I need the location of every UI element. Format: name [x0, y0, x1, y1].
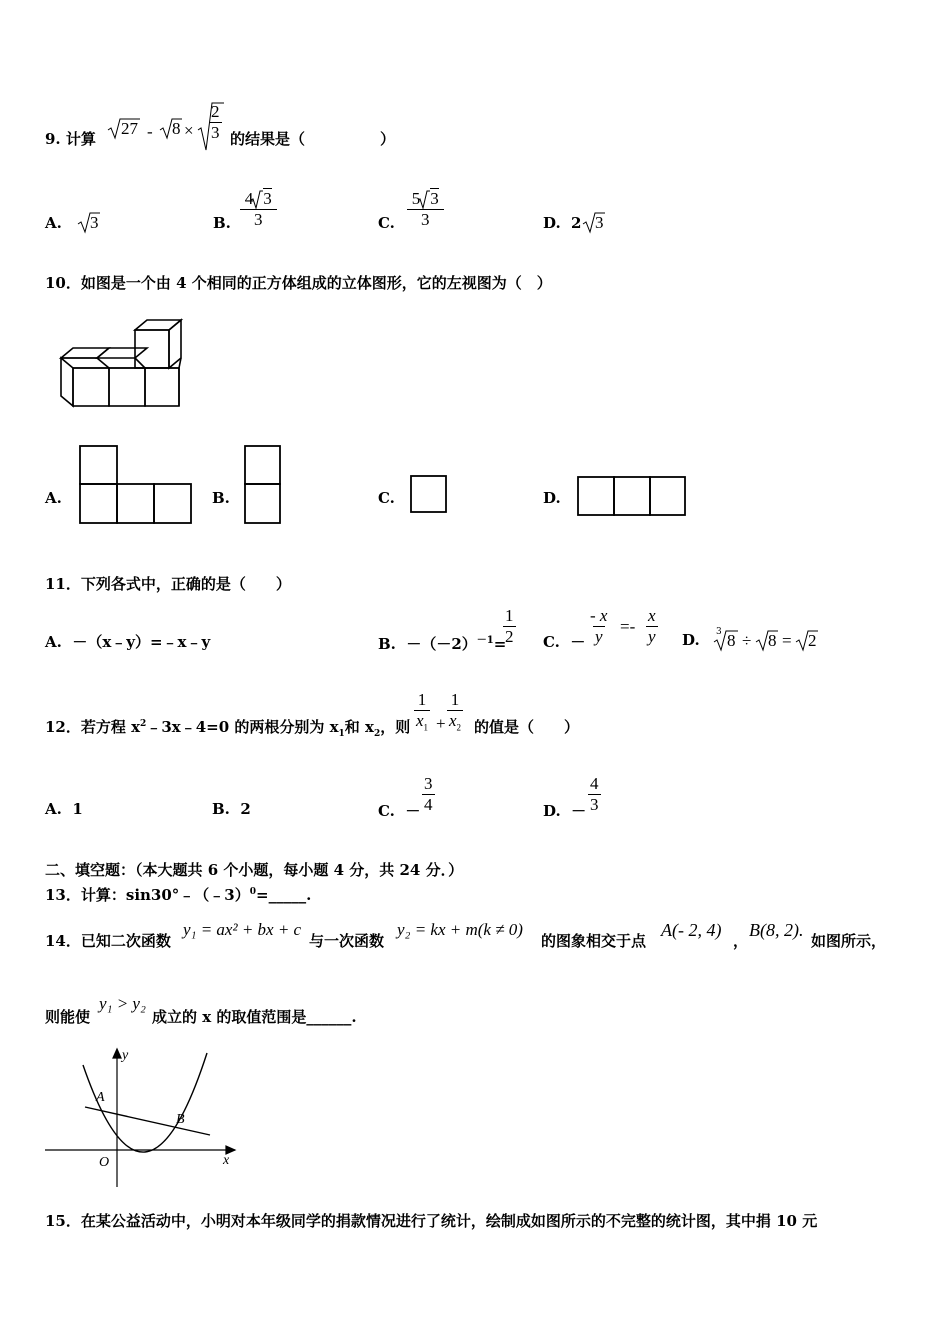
q11-option-b-fraction: $\frac{1}{2}$ [505, 606, 514, 646]
q14-prefix: 14．已知二次函数 [45, 932, 171, 950]
q14-line2-suffix: 成立的 x 的取值范围是______. [152, 1008, 357, 1026]
q11-option-a[interactable]: A. －（x﹣y）=﹣x﹣y [45, 633, 211, 651]
q14-linear-function: y₂ = kx + m(k ≠ 0) [397, 920, 523, 939]
q11-option-b[interactable]: B. $-(-2)^{-1}=$ [378, 635, 507, 653]
q10-option-a-label[interactable]: A. [45, 489, 62, 507]
q14-line2-prefix: 则能使 [45, 1008, 91, 1026]
q14-suffix: 如图所示， [811, 932, 887, 950]
q11-option-d-radicand3: 2 [808, 631, 817, 650]
q11-stem: 11．下列各式中，正确的是（ ） [45, 575, 291, 593]
q11-option-d-index: 3 [716, 627, 722, 637]
q14-point-a: A(- 2, 4) [661, 920, 722, 940]
q9-suffix: 的结果是（ ） [230, 130, 396, 148]
q14-mid2: 的图象相交于点 [541, 932, 647, 950]
q10-stem: 10．如图是一个由 4 个相同的正方体组成的立体图形，它的左视图为（ ） [45, 274, 552, 292]
q14-condition: y₁ > y₂ [99, 994, 146, 1013]
q12-option-a[interactable]: A. 1 [45, 800, 83, 818]
q12-option-b[interactable]: B. 2 [212, 800, 251, 818]
q12-option-d-fraction: $\frac{4}{3}$ [590, 774, 599, 814]
q9-option-d-coef: 2 [571, 214, 582, 232]
q9-option-a-label[interactable]: A. [45, 214, 62, 232]
q14-comma: ， [733, 932, 749, 950]
q11-option-c-equals: =- [620, 617, 636, 636]
q9-option-a-value: 3 [90, 213, 99, 232]
q11-option-c[interactable]: C. － [543, 633, 586, 651]
q14-graph-y-label: y [122, 1048, 129, 1063]
q14-point-b: B(8, 2). [749, 920, 804, 940]
q9-option-c-label[interactable]: C. [378, 214, 395, 232]
q10-option-d-label[interactable]: D. [543, 489, 561, 507]
q9-option-b-sqrt [251, 190, 263, 210]
q9-option-b-label[interactable]: B. [213, 214, 231, 232]
q12-option-c-fraction: $\frac{3}{4}$ [424, 774, 433, 814]
q10-solid-figure [55, 318, 185, 410]
q14-graph-x-label: x [223, 1153, 230, 1168]
q12-fraction-2: $\frac{1}{x_2}$ [447, 690, 463, 737]
q14-graph-b-label: B [176, 1112, 185, 1127]
q9-option-b-fraction: $\frac{4 3}{3}$ [240, 189, 277, 230]
q11-option-c-fraction-right: $\frac{x}{y}$ [648, 606, 656, 646]
q12-fraction-1: $\frac{1}{x_1}$ [414, 690, 430, 737]
q12-suffix: 的值是（ ） [474, 718, 580, 736]
q12-option-d[interactable]: D. － [543, 802, 587, 820]
q13-stem: 13．计算：sin30°﹣（﹣3）$^0$=_____. [45, 886, 312, 904]
q14-graph-origin-label: O [99, 1155, 110, 1170]
q9-option-c-sqrt [418, 190, 430, 210]
q12-plus: + [436, 714, 446, 733]
q10-option-b-label[interactable]: B. [212, 489, 230, 507]
q9-option-d-value: 3 [595, 213, 604, 232]
section-title: 二、填空题：（本大题共 6 个小题，每小题 4 分，共 24 分．） [45, 861, 464, 879]
q11-option-d-label[interactable]: D. [682, 631, 700, 649]
q14-mid: 与一次函数 [309, 932, 385, 950]
q15-stem: 15．在某公益活动中，小明对本年级同学的捐款情况进行了统计，绘制成如图所示的不完整的统计图，其中捐 10 元 [45, 1212, 818, 1230]
q10-option-d-figure[interactable] [577, 476, 687, 518]
q14-quadratic-function: y₁ = ax² + bx + c [183, 920, 302, 939]
q10-option-a-figure[interactable] [79, 445, 193, 525]
q12-stem: 12．若方程 $x^2﹣3x﹣4=0$ 的两根分别为 $x_1$和 $x_2$，则 [45, 718, 411, 739]
q9-option-d-label[interactable]: D. [543, 214, 561, 232]
q9-times: × [184, 121, 194, 140]
q11-option-d-radicand1: 8 [727, 631, 736, 650]
q11-option-d-radicand2: 8 [768, 631, 777, 650]
q9-radicand-a: 27 [121, 119, 138, 138]
q11-option-d-equals: = [782, 631, 792, 650]
q9-option-c-fraction: $\frac{5 3}{3}$ [407, 189, 444, 230]
q9-radicand-b: 8 [172, 119, 181, 138]
q11-option-d-divide: ÷ [742, 631, 752, 650]
q14-graph [45, 1045, 245, 1191]
q9-stem: 9. 计算 [45, 130, 96, 148]
q14-graph-a-label: A [96, 1090, 105, 1105]
q9-minus: - [147, 122, 153, 141]
q11-option-c-fraction-left: $\frac{- x}{y}$ [590, 606, 608, 646]
q12-option-c[interactable]: C. － [378, 802, 421, 820]
q9-fraction: $\frac{2}{3}$ [211, 102, 220, 142]
q10-option-b-figure[interactable] [244, 445, 282, 525]
q10-option-c-label[interactable]: C. [378, 489, 395, 507]
q10-option-c-figure[interactable] [410, 475, 448, 515]
